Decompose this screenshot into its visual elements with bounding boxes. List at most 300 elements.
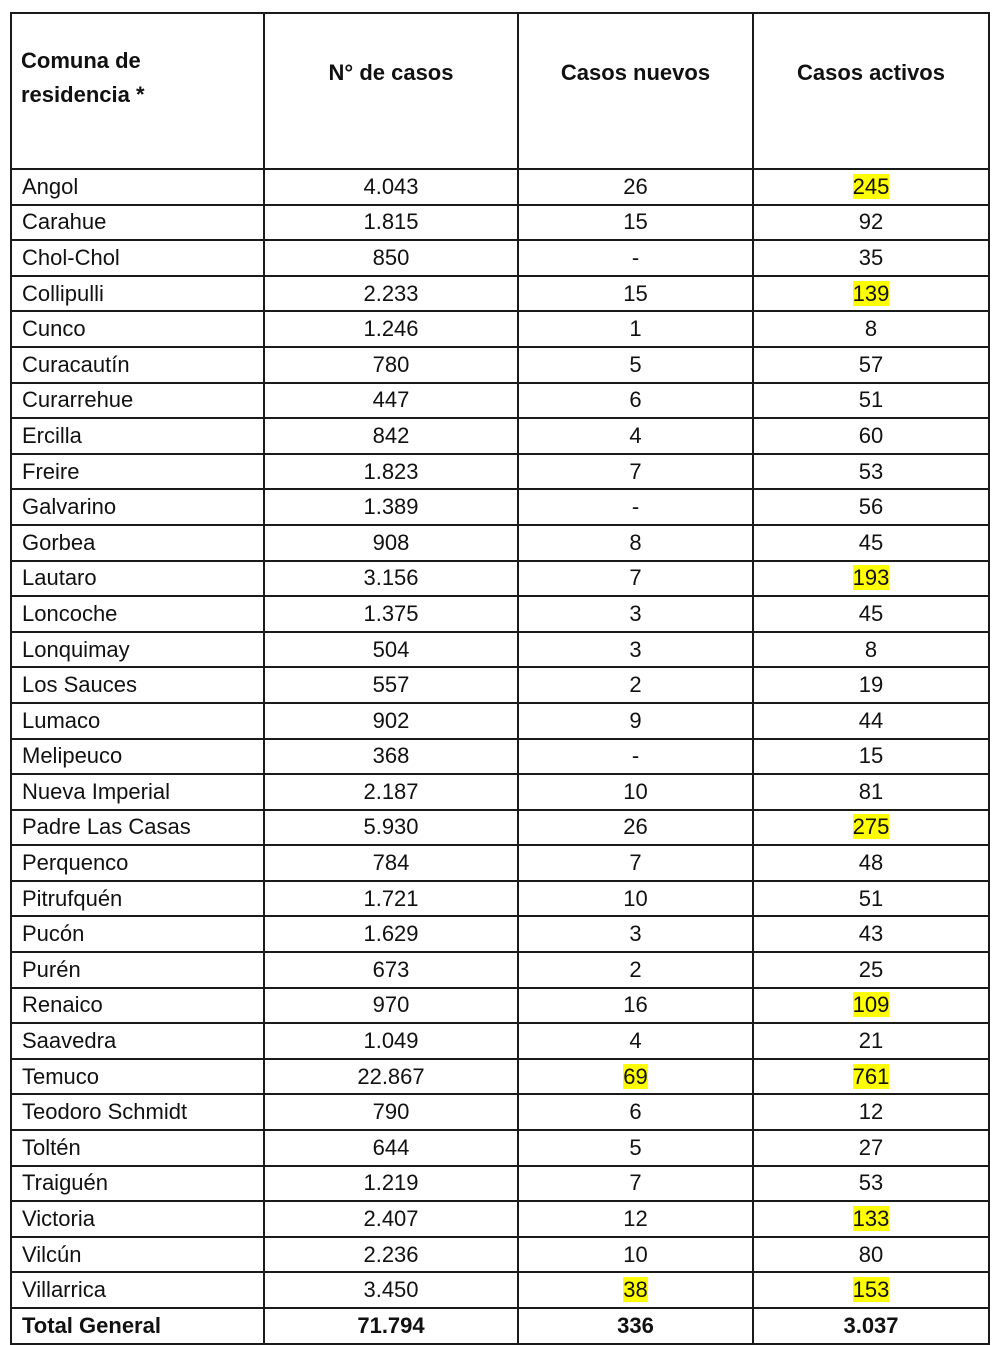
cell-comuna xyxy=(11,1272,264,1308)
nuevos-value: 26 xyxy=(623,173,648,199)
casos-value: 790 xyxy=(372,1099,410,1125)
cell-comuna xyxy=(11,418,264,454)
activos-value: 92 xyxy=(858,209,884,235)
nuevos-value: 7 xyxy=(629,850,642,876)
casos-value: 1.389 xyxy=(363,494,419,520)
cell-casos xyxy=(264,418,518,454)
nuevos-value: 1 xyxy=(629,316,642,342)
comuna-value: Total General xyxy=(22,1312,161,1338)
cell-comuna xyxy=(11,1237,264,1273)
cell-activos xyxy=(753,881,989,917)
cell-casos xyxy=(264,1059,518,1095)
cell-nuevos xyxy=(518,383,753,419)
casos-value: 784 xyxy=(372,850,410,876)
cell-comuna xyxy=(11,1094,264,1130)
cell-activos xyxy=(753,1272,989,1308)
cell-casos xyxy=(264,169,518,205)
cell-casos xyxy=(264,1201,518,1237)
cell-nuevos xyxy=(518,988,753,1024)
comuna-value: Melipeuco xyxy=(22,743,123,769)
header-comuna-line2: residencia * xyxy=(21,82,145,108)
table-row xyxy=(11,881,989,917)
cell-casos xyxy=(264,1272,518,1308)
cell-comuna xyxy=(11,988,264,1024)
header-casos xyxy=(264,13,518,169)
comuna-value: Los Sauces xyxy=(22,672,137,698)
casos-value: 3.450 xyxy=(363,1277,419,1303)
nuevos-value: 10 xyxy=(623,885,648,911)
cell-nuevos xyxy=(518,276,753,312)
comuna-value: Pucón xyxy=(22,921,85,947)
table-row xyxy=(11,845,989,881)
activos-value: 19 xyxy=(858,672,884,698)
activos-value: 53 xyxy=(858,458,884,484)
cell-activos xyxy=(753,205,989,241)
cell-activos xyxy=(753,810,989,846)
cell-comuna xyxy=(11,845,264,881)
casos-value: 1.823 xyxy=(363,458,419,484)
activos-value: 51 xyxy=(858,387,884,413)
cell-casos xyxy=(264,596,518,632)
cell-nuevos xyxy=(518,881,753,917)
cell-nuevos xyxy=(518,311,753,347)
cell-activos xyxy=(753,667,989,703)
cell-activos xyxy=(753,561,989,597)
activos-value: 133 xyxy=(852,1206,890,1232)
nuevos-value: - xyxy=(631,494,640,520)
nuevos-value: 6 xyxy=(629,1099,642,1125)
comuna-value: Chol-Chol xyxy=(22,244,120,270)
cell-casos xyxy=(264,1237,518,1273)
comuna-value: Nueva Imperial xyxy=(22,778,170,804)
comuna-value: Cunco xyxy=(22,316,86,342)
cell-activos xyxy=(753,383,989,419)
cell-comuna xyxy=(11,810,264,846)
comuna-value: Loncoche xyxy=(22,600,118,626)
activos-value: 43 xyxy=(858,921,884,947)
cell-activos xyxy=(753,1059,989,1095)
activos-value: 21 xyxy=(858,1028,884,1054)
nuevos-value: 15 xyxy=(623,209,648,235)
activos-value: 245 xyxy=(852,173,890,199)
cell-nuevos xyxy=(518,561,753,597)
cell-nuevos xyxy=(518,454,753,490)
cell-comuna xyxy=(11,703,264,739)
comuna-value: Perquenco xyxy=(22,850,129,876)
casos-value: 3.156 xyxy=(363,565,419,591)
comuna-value: Vilcún xyxy=(22,1241,82,1267)
nuevos-value: 7 xyxy=(629,1170,642,1196)
nuevos-value: 2 xyxy=(629,956,642,982)
comuna-value: Temuco xyxy=(22,1063,100,1089)
comuna-value: Padre Las Casas xyxy=(22,814,191,840)
cell-nuevos xyxy=(518,1272,753,1308)
casos-value: 557 xyxy=(372,672,410,698)
activos-value: 81 xyxy=(858,778,884,804)
nuevos-value: 336 xyxy=(617,1312,654,1338)
nuevos-value: 6 xyxy=(629,387,642,413)
cell-casos xyxy=(264,454,518,490)
cell-casos xyxy=(264,632,518,668)
cell-comuna xyxy=(11,774,264,810)
cell-activos xyxy=(753,240,989,276)
cell-comuna xyxy=(11,240,264,276)
casos-value: 2.233 xyxy=(363,280,419,306)
table-row xyxy=(11,347,989,383)
casos-value: 842 xyxy=(372,422,410,448)
cell-comuna xyxy=(11,632,264,668)
casos-value: 1.721 xyxy=(363,885,419,911)
cell-nuevos xyxy=(518,1059,753,1095)
cell-comuna xyxy=(11,347,264,383)
nuevos-value: 4 xyxy=(629,422,642,448)
activos-value: 8 xyxy=(864,636,878,662)
nuevos-value: 7 xyxy=(629,565,642,591)
casos-value: 908 xyxy=(372,529,410,555)
nuevos-value: 4 xyxy=(629,1028,642,1054)
comuna-value: Toltén xyxy=(22,1134,81,1160)
table-row xyxy=(11,1130,989,1166)
nuevos-value: 16 xyxy=(623,992,648,1018)
cell-nuevos xyxy=(518,632,753,668)
comuna-value: Curarrehue xyxy=(22,387,134,413)
activos-value: 48 xyxy=(858,850,884,876)
casos-value: 368 xyxy=(372,743,410,769)
cell-activos xyxy=(753,739,989,775)
activos-value: 35 xyxy=(858,244,884,270)
activos-value: 109 xyxy=(852,992,890,1018)
comuna-value: Curacautín xyxy=(22,351,130,377)
cell-casos xyxy=(264,1023,518,1059)
casos-value: 902 xyxy=(372,707,410,733)
casos-value: 22.867 xyxy=(357,1063,425,1089)
cell-comuna xyxy=(11,205,264,241)
comuna-value: Carahue xyxy=(22,209,107,235)
cell-casos xyxy=(264,311,518,347)
casos-value: 2.236 xyxy=(363,1241,419,1267)
nuevos-value: 69 xyxy=(623,1063,648,1089)
cell-casos xyxy=(264,881,518,917)
cell-nuevos xyxy=(518,1237,753,1273)
casos-value: 2.187 xyxy=(363,778,419,804)
table-row xyxy=(11,1023,989,1059)
nuevos-value: 9 xyxy=(629,707,642,733)
nuevos-value: 10 xyxy=(623,1241,648,1267)
cell-casos xyxy=(264,1166,518,1202)
cell-comuna xyxy=(11,169,264,205)
nuevos-value: 3 xyxy=(629,600,642,626)
cell-nuevos xyxy=(518,418,753,454)
header-comuna xyxy=(11,13,264,169)
comuna-value: Purén xyxy=(22,956,81,982)
cell-activos xyxy=(753,1237,989,1273)
cell-nuevos xyxy=(518,347,753,383)
nuevos-value: 10 xyxy=(623,778,648,804)
table-row xyxy=(11,311,989,347)
cell-casos xyxy=(264,1130,518,1166)
comuna-value: Saavedra xyxy=(22,1028,117,1054)
casos-value: 5.930 xyxy=(363,814,419,840)
nuevos-value: 2 xyxy=(629,672,642,698)
casos-value: 970 xyxy=(372,992,410,1018)
table-row xyxy=(11,561,989,597)
cell-activos xyxy=(753,1166,989,1202)
nuevos-value: - xyxy=(631,244,640,270)
cell-activos xyxy=(753,988,989,1024)
cell-comuna xyxy=(11,916,264,952)
cell-casos xyxy=(264,347,518,383)
cell-activos xyxy=(753,596,989,632)
activos-value: 80 xyxy=(858,1241,884,1267)
activos-value: 15 xyxy=(858,743,884,769)
comuna-value: Traiguén xyxy=(22,1170,109,1196)
cell-activos xyxy=(753,916,989,952)
cell-comuna xyxy=(11,952,264,988)
cell-nuevos xyxy=(518,240,753,276)
casos-value: 2.407 xyxy=(363,1206,419,1232)
activos-value: 53 xyxy=(858,1170,884,1196)
table-row xyxy=(11,205,989,241)
table-row xyxy=(11,632,989,668)
cell-casos xyxy=(264,739,518,775)
casos-value: 644 xyxy=(372,1134,410,1160)
cell-nuevos xyxy=(518,525,753,561)
table-row xyxy=(11,1166,989,1202)
header-nuevos xyxy=(518,13,753,169)
table-row xyxy=(11,774,989,810)
cell-activos xyxy=(753,454,989,490)
activos-value: 45 xyxy=(858,529,884,555)
table-row xyxy=(11,703,989,739)
cell-comuna xyxy=(11,1201,264,1237)
cell-casos xyxy=(264,810,518,846)
activos-value: 25 xyxy=(858,956,884,982)
cell-activos xyxy=(753,774,989,810)
comuna-value: Villarrica xyxy=(22,1277,106,1303)
cell-activos xyxy=(753,632,989,668)
header-comuna-line1: Comuna de xyxy=(21,48,141,73)
activos-value: 8 xyxy=(864,316,878,342)
cell-activos xyxy=(753,1094,989,1130)
cell-comuna xyxy=(11,1166,264,1202)
casos-value: 1.375 xyxy=(363,600,419,626)
casos-value: 71.794 xyxy=(357,1312,425,1338)
table-row xyxy=(11,489,989,525)
cell-casos xyxy=(264,845,518,881)
cell-comuna xyxy=(11,596,264,632)
casos-value: 447 xyxy=(372,387,410,413)
table-row xyxy=(11,276,989,312)
table-header xyxy=(11,13,989,169)
activos-value: 60 xyxy=(858,422,884,448)
nuevos-value: 8 xyxy=(629,529,642,555)
cell-nuevos xyxy=(518,810,753,846)
table-row xyxy=(11,596,989,632)
nuevos-value: 15 xyxy=(623,280,648,306)
comuna-value: Lumaco xyxy=(22,707,101,733)
comuna-value: Pitrufquén xyxy=(22,885,123,911)
table-row xyxy=(11,1059,989,1095)
casos-value: 1.219 xyxy=(363,1170,419,1196)
activos-value: 51 xyxy=(858,885,884,911)
table-row xyxy=(11,454,989,490)
comuna-value: Lonquimay xyxy=(22,636,130,662)
table-row xyxy=(11,1237,989,1273)
cell-activos xyxy=(753,845,989,881)
activos-value: 761 xyxy=(852,1063,890,1089)
cell-activos xyxy=(753,525,989,561)
table-row xyxy=(11,988,989,1024)
cell-casos xyxy=(264,525,518,561)
cell-nuevos xyxy=(518,667,753,703)
nuevos-value: 7 xyxy=(629,458,642,484)
comuna-value: Ercilla xyxy=(22,422,82,448)
comuna-value: Collipulli xyxy=(22,280,104,306)
cell-casos xyxy=(264,489,518,525)
casos-value: 850 xyxy=(372,244,410,270)
activos-value: 12 xyxy=(858,1099,884,1125)
table-row xyxy=(11,916,989,952)
cell-nuevos xyxy=(518,739,753,775)
cell-nuevos xyxy=(518,489,753,525)
activos-value: 57 xyxy=(858,351,884,377)
cell-nuevos xyxy=(518,1166,753,1202)
cell-comuna xyxy=(11,276,264,312)
header-activos xyxy=(753,13,989,169)
activos-value: 193 xyxy=(852,565,890,591)
activos-value: 56 xyxy=(858,494,884,520)
cell-nuevos xyxy=(518,1130,753,1166)
comuna-value: Galvarino xyxy=(22,494,117,520)
nuevos-value: 3 xyxy=(629,636,642,662)
comuna-value: Angol xyxy=(22,173,79,199)
cell-nuevos xyxy=(518,169,753,205)
cell-casos xyxy=(264,667,518,703)
cell-activos xyxy=(753,489,989,525)
cell-activos xyxy=(753,169,989,205)
comuna-value: Freire xyxy=(22,458,80,484)
cell-activos xyxy=(753,1130,989,1166)
cell-comuna xyxy=(11,561,264,597)
cell-nuevos xyxy=(518,1094,753,1130)
activos-value: 44 xyxy=(858,707,884,733)
cell-casos xyxy=(264,774,518,810)
cell-nuevos xyxy=(518,1201,753,1237)
cell-activos xyxy=(753,347,989,383)
cell-casos xyxy=(264,988,518,1024)
cell-activos xyxy=(753,1023,989,1059)
activos-value: 139 xyxy=(852,280,890,306)
cell-activos xyxy=(753,311,989,347)
cell-nuevos xyxy=(518,596,753,632)
table-row xyxy=(11,240,989,276)
nuevos-value: - xyxy=(631,743,640,769)
activos-value: 153 xyxy=(852,1277,890,1303)
table-row xyxy=(11,1272,989,1308)
cell-comuna xyxy=(11,881,264,917)
comuna-value: Lautaro xyxy=(22,565,97,591)
cell-activos xyxy=(753,952,989,988)
cell-nuevos xyxy=(518,952,753,988)
cell-comuna xyxy=(11,1023,264,1059)
table-row xyxy=(11,667,989,703)
cell-nuevos xyxy=(518,703,753,739)
table-row xyxy=(11,810,989,846)
activos-value: 3.037 xyxy=(843,1312,899,1338)
cell-casos xyxy=(264,383,518,419)
casos-value: 673 xyxy=(372,956,410,982)
comuna-value: Teodoro Schmidt xyxy=(22,1099,188,1125)
casos-value: 1.629 xyxy=(363,921,419,947)
table-row xyxy=(11,739,989,775)
cell-casos xyxy=(264,703,518,739)
table-row xyxy=(11,1201,989,1237)
table-row xyxy=(11,169,989,205)
activos-value: 275 xyxy=(852,814,890,840)
comuna-value: Victoria xyxy=(22,1206,95,1232)
cell-activos xyxy=(753,703,989,739)
cell-nuevos xyxy=(518,1023,753,1059)
nuevos-value: 26 xyxy=(623,814,648,840)
cell-casos xyxy=(264,561,518,597)
table-row xyxy=(11,525,989,561)
casos-value: 1.049 xyxy=(363,1028,419,1054)
cell-casos xyxy=(264,1094,518,1130)
table-body xyxy=(11,169,989,1344)
casos-value: 1.246 xyxy=(363,316,419,342)
cell-comuna xyxy=(11,489,264,525)
nuevos-value: 3 xyxy=(629,921,642,947)
cell-comuna xyxy=(11,454,264,490)
cell-comuna xyxy=(11,311,264,347)
cell-casos xyxy=(264,205,518,241)
casos-value: 780 xyxy=(372,351,410,377)
cell-comuna xyxy=(11,383,264,419)
cell-activos xyxy=(753,418,989,454)
comuna-value: Renaico xyxy=(22,992,103,1018)
header-casos-label: N° de casos xyxy=(328,60,454,85)
cell-casos xyxy=(264,276,518,312)
header-nuevos-label: Casos nuevos xyxy=(560,60,711,85)
activos-value: 27 xyxy=(858,1134,884,1160)
cell-casos xyxy=(264,916,518,952)
cell-comuna xyxy=(11,1059,264,1095)
cell-comuna xyxy=(11,525,264,561)
cell-casos xyxy=(264,952,518,988)
cell-nuevos xyxy=(518,916,753,952)
nuevos-value: 5 xyxy=(629,1134,642,1160)
table-row xyxy=(11,1094,989,1130)
casos-value: 4.043 xyxy=(363,173,419,199)
casos-value: 504 xyxy=(372,636,410,662)
table-row xyxy=(11,383,989,419)
cell-comuna xyxy=(11,667,264,703)
activos-value: 45 xyxy=(858,600,884,626)
cell-casos xyxy=(264,240,518,276)
nuevos-value: 5 xyxy=(629,351,642,377)
table-row xyxy=(11,952,989,988)
cell-activos xyxy=(753,1201,989,1237)
casos-value: 1.815 xyxy=(363,209,419,235)
cell-nuevos xyxy=(518,845,753,881)
comuna-value: Gorbea xyxy=(22,529,96,555)
cell-comuna xyxy=(11,1130,264,1166)
table-row xyxy=(11,418,989,454)
cell-activos xyxy=(753,276,989,312)
nuevos-value: 38 xyxy=(623,1277,648,1303)
cases-table xyxy=(10,12,990,1345)
nuevos-value: 12 xyxy=(623,1206,648,1232)
